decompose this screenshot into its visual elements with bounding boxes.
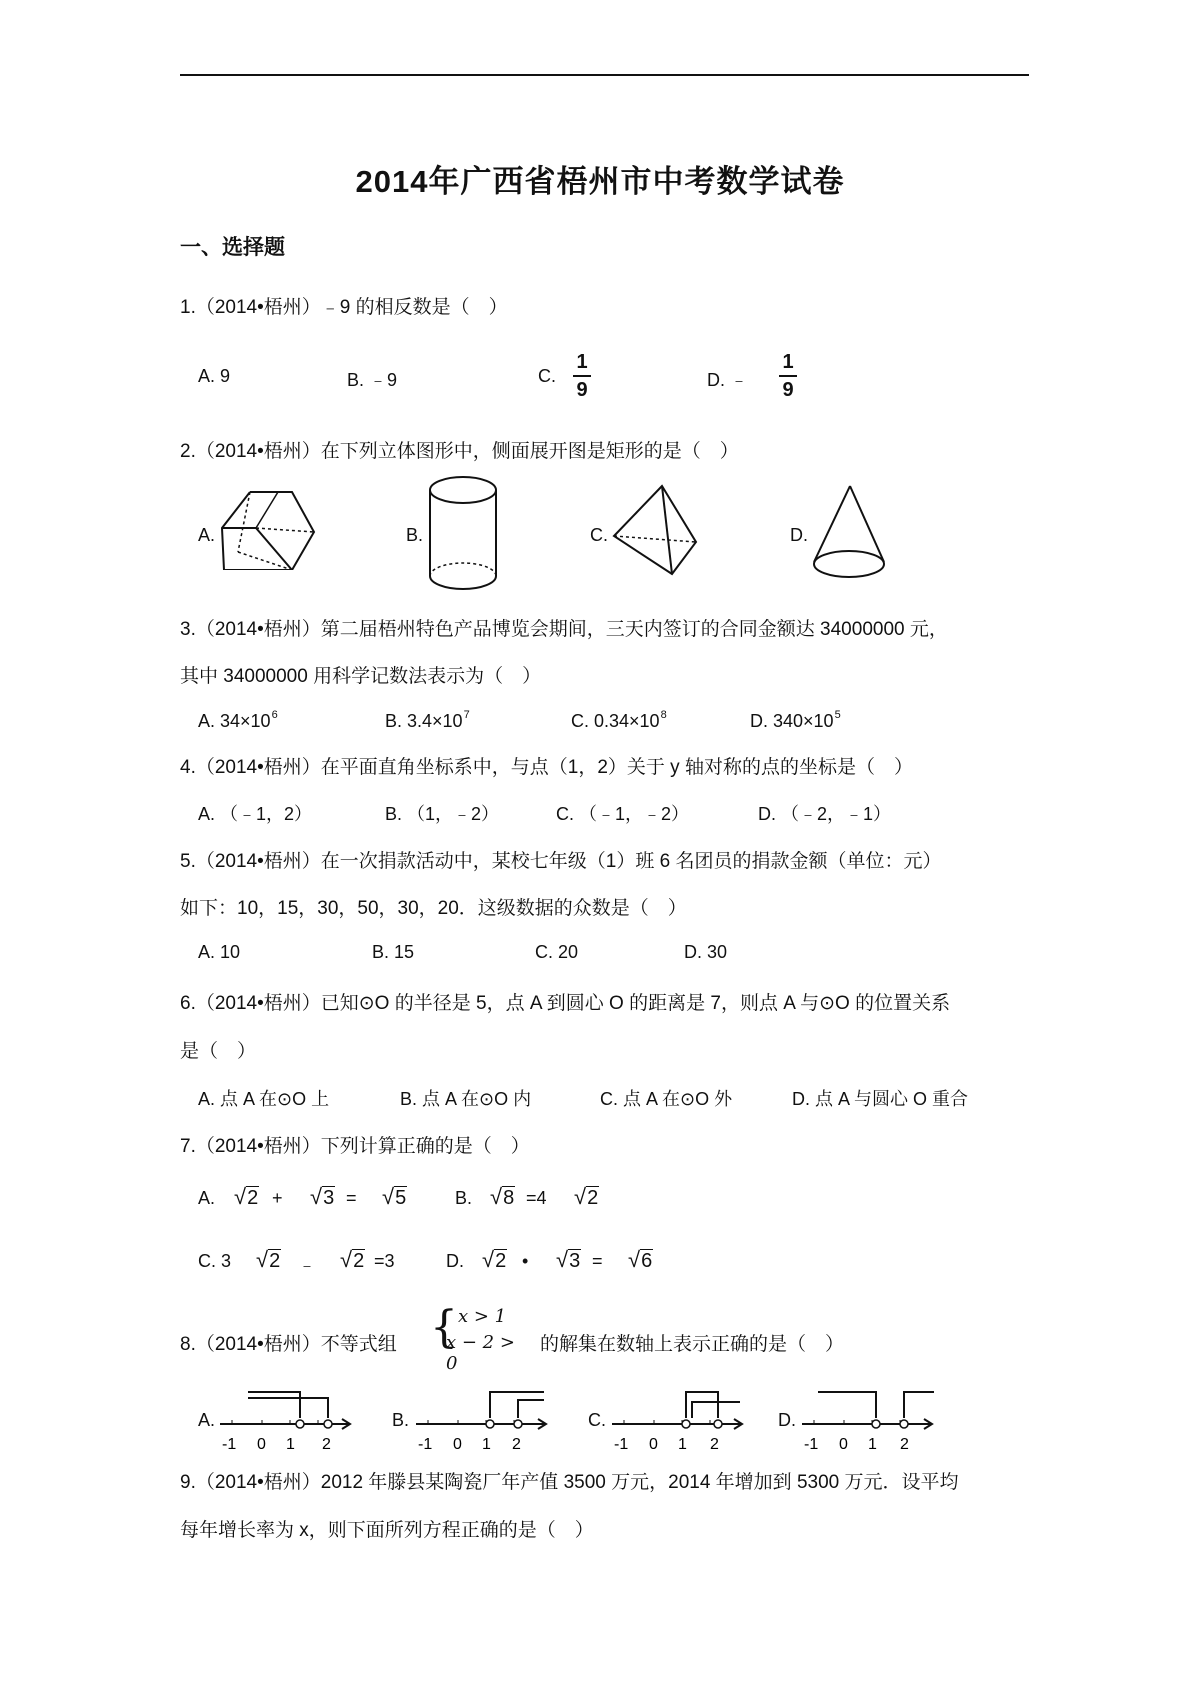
tick-label: 0 [257,1436,266,1453]
sqrt-3: √3 [310,1184,335,1209]
q3-option-b-exponent: 7 [463,709,470,721]
q8-option-a[interactable]: A. [198,1410,216,1430]
q2-option-a[interactable]: A. [198,525,216,545]
number-line-d [800,1388,936,1454]
q1-fraction-d [776,349,800,403]
question-8-post: 的解集在数轴上表示正确的是（ ） [540,1334,845,1355]
q4-option-c[interactable]: C. （﹣1，﹣2） [556,804,690,824]
q3-option-d-exponent: 5 [834,709,841,721]
q1-option-a[interactable]: A. 9 [198,366,231,386]
q3-option-a[interactable] [198,709,278,732]
q5-option-a[interactable]: A. 10 [198,942,241,962]
q1-fraction-c [570,349,594,403]
q6-option-c[interactable]: C. 点 A 在⊙O 外 [600,1089,733,1109]
fraction-numerator: 1 [576,351,588,373]
inequality-2: x − 2 > 0 [446,1332,515,1374]
q1-option-d[interactable]: D. ﹣ [707,370,749,390]
q3-option-b[interactable] [385,709,470,732]
question-1: 1.（2014•梧州）﹣9 的相反数是（ ） [180,297,508,318]
equals-four: =4 [526,1188,547,1208]
sqrt-8: √8 [490,1184,515,1209]
q2-option-d[interactable]: D. [790,525,808,545]
sqrt-2: √2 [482,1247,507,1272]
q8-option-d[interactable]: D. [778,1410,796,1430]
q2-option-b[interactable]: B. [406,525,424,545]
sqrt-6: √6 [628,1247,653,1272]
number-line-b [414,1388,550,1454]
minus-sign: ﹣ [298,1255,316,1275]
q3-option-d-base: D. 340×10 [750,711,834,731]
sqrt-2: √2 [340,1247,365,1272]
question-5-line-2: 如下：10，15，30，50，30，20．这级数据的众数是（ ） [180,898,687,919]
number-line-c [610,1388,746,1454]
cone-figure [810,484,888,580]
tick-label: 1 [286,1436,295,1453]
dot-sign: • [522,1251,529,1271]
tick-label: 2 [900,1436,909,1453]
prism-figure [218,488,318,570]
q7-option-b[interactable]: B. [455,1188,473,1208]
question-8-pre: 8.（2014•梧州）不等式组 [180,1334,397,1355]
q1-option-b[interactable]: B. ﹣9 [347,370,398,390]
tick-label: 1 [868,1436,877,1453]
sqrt-2: √2 [256,1247,281,1272]
tick-label: 0 [453,1436,462,1453]
page-title: 2014年广西省梧州市中考数学试卷 [355,164,845,199]
sqrt-5: √5 [382,1184,407,1209]
tick-label: 1 [482,1436,491,1453]
q7-option-c[interactable]: C. 3 [198,1251,232,1271]
q8-option-b[interactable]: B. [392,1410,410,1430]
question-9-line-1: 9.（2014•梧州）2012 年滕县某陶瓷厂年产值 3500 万元，2014 年增加到 5300 万元．设平均 [180,1472,959,1493]
fraction-bar [779,375,797,377]
tick-label: -1 [418,1436,433,1453]
tick-label: 2 [710,1436,719,1453]
tick-label: 1 [678,1436,687,1453]
q7-option-a[interactable]: A. [198,1188,216,1208]
tick-label: -1 [614,1436,629,1453]
fraction-bar [573,375,591,377]
question-3-line-2: 其中 34000000 用科学记数法表示为（ ） [180,666,542,687]
question-5-line-1: 5.（2014•梧州）在一次捐款活动中，某校七年级（1）班 6 名团员的捐款金额（单位：元） [180,851,942,872]
q3-option-c[interactable] [571,709,667,732]
inequality-1: x > 1 [458,1306,507,1327]
number-line-a [218,1388,354,1454]
fraction-denominator: 9 [576,379,588,401]
equals-sign: = [346,1188,357,1208]
question-2: 2.（2014•梧州）在下列立体图形中，侧面展开图是矩形的是（ ） [180,441,739,462]
q2-option-c[interactable]: C. [590,525,608,545]
question-7: 7.（2014•梧州）下列计算正确的是（ ） [180,1136,530,1157]
q4-option-b[interactable]: B. （1，﹣2） [385,804,500,824]
question-3-line-1: 3.（2014•梧州）第二届梧州特色产品博览会期间，三天内签订的合同金额达 34000000 元， [180,619,948,640]
q3-option-a-exponent: 6 [271,709,278,721]
inequality-system [430,1302,530,1374]
question-6-line-2: 是（ ） [180,1041,257,1062]
q5-option-c[interactable]: C. 20 [535,942,579,962]
sqrt-3: √3 [556,1247,581,1272]
fraction-denominator: 9 [782,379,794,401]
q5-option-d[interactable]: D. 30 [684,942,728,962]
q5-option-b[interactable]: B. 15 [372,942,415,962]
cylinder-figure [427,474,499,594]
q6-option-a[interactable]: A. 点 A 在⊙O 上 [198,1089,330,1109]
q4-option-a[interactable]: A. （﹣1，2） [198,804,313,824]
q6-option-b[interactable]: B. 点 A 在⊙O 内 [400,1089,532,1109]
sqrt-2: √2 [574,1184,599,1209]
equals-three: =3 [374,1251,395,1271]
q3-option-c-exponent: 8 [660,709,667,721]
fraction-numerator: 1 [782,351,794,373]
q4-option-d[interactable]: D. （﹣2，﹣1） [758,804,892,824]
q3-option-d[interactable] [750,709,841,732]
tick-label: -1 [804,1436,819,1453]
header-rule [180,74,1029,76]
question-6-line-1: 6.（2014•梧州）已知⊙O 的半径是 5，点 A 到圆心 O 的距离是 7，则点 A 与⊙O 的位置关系 [180,993,951,1014]
q3-option-a-base: A. 34×10 [198,711,271,731]
tick-label: 2 [322,1436,331,1453]
tick-label: 0 [839,1436,848,1453]
sqrt-2: √2 [234,1184,259,1209]
q3-option-b-base: B. 3.4×10 [385,711,463,731]
plus-sign: + [272,1188,283,1208]
q7-option-d[interactable]: D. [446,1251,464,1271]
tick-label: -1 [222,1436,237,1453]
question-9-line-2: 每年增长率为 x，则下面所列方程正确的是（ ） [180,1520,594,1541]
q1-option-c[interactable]: C. [538,366,556,386]
tick-label: 2 [512,1436,521,1453]
q6-option-d[interactable]: D. 点 A 与圆心 O 重合 [792,1089,969,1109]
question-4: 4.（2014•梧州）在平面直角坐标系中，与点（1，2）关于 y 轴对称的点的坐标是（ ） [180,757,913,778]
left-brace-icon: { [430,1302,458,1353]
q3-option-c-base: C. 0.34×10 [571,711,660,731]
section-heading: 一、选择题 [180,236,285,259]
tick-label: 0 [649,1436,658,1453]
equals-sign: = [592,1251,603,1271]
pyramid-figure [610,484,700,578]
q8-option-c[interactable]: C. [588,1410,606,1430]
